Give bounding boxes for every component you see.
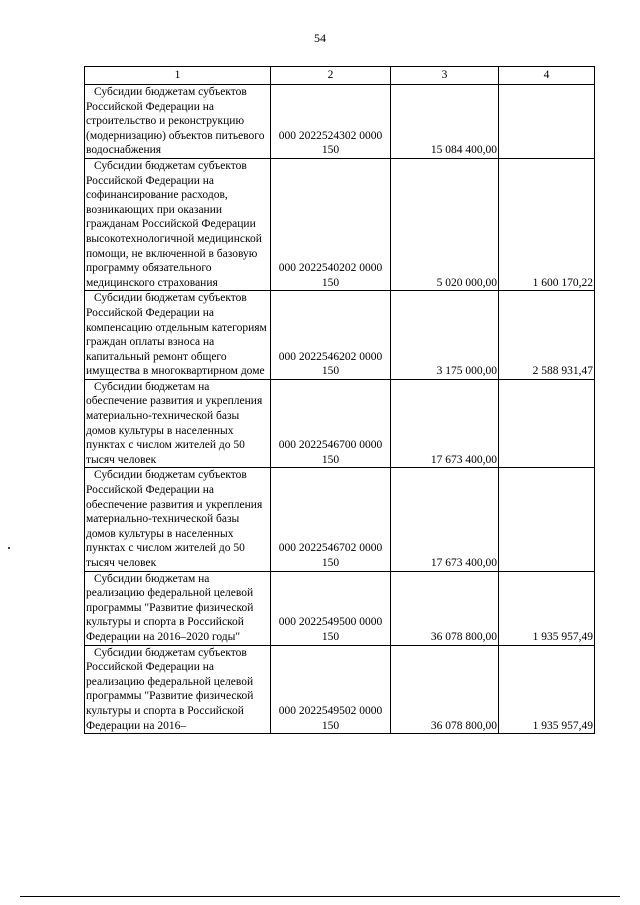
row-fact-amount: 1 600 170,22 <box>499 158 595 290</box>
row-plan-amount: 36 078 800,00 <box>391 571 499 645</box>
row-name: Субсидии бюджетам субъектов Российской Федерации на компенсацию отдельным категориям граждан оплаты взноса на капитальный ремонт общего имущества в многоквартирном доме <box>86 292 267 378</box>
row-code: 000 2022540202 0000 150 <box>271 158 391 290</box>
row-name-cell <box>85 291 271 380</box>
row-name-cell <box>85 85 271 159</box>
row-name-cell <box>85 158 271 290</box>
page-number: 54 <box>314 31 326 45</box>
table-row <box>85 85 595 159</box>
row-name: Субсидии бюджетам субъектов Российской Федерации на обеспечение развития и укрепления материально-технической базы домов культуры в населенных пунктах с числом жителей до 50 тысяч человек <box>86 469 263 569</box>
row-name-cell <box>85 379 271 468</box>
row-code: 000 2022546702 0000 150 <box>271 468 391 571</box>
row-plan-amount: 17 673 400,00 <box>391 468 499 571</box>
table-row <box>85 291 595 380</box>
row-plan-amount: 15 084 400,00 <box>391 85 499 159</box>
row-name: Субсидии бюджетам субъектов Российской Федерации на строительство и реконструкцию (модернизацию) объектов питьевого водоснабжения <box>86 86 265 157</box>
scan-speck <box>8 547 10 549</box>
row-name: Субсидии бюджетам субъектов Российской Федерации на софинансирование расходов, возникающих при оказании гражданам Российской Федерации высокотехнологичной медицинской помощи, не включенной в базовую программу обязательного медицинского страхования <box>86 159 262 289</box>
table-row <box>85 645 595 734</box>
row-code: 000 2022549500 0000 150 <box>271 571 391 645</box>
row-code: 000 2022549502 0000 150 <box>271 645 391 734</box>
row-fact-amount <box>499 468 595 571</box>
row-fact-amount <box>499 379 595 468</box>
table-row <box>85 571 595 645</box>
row-plan-amount: 3 175 000,00 <box>391 291 499 380</box>
table-row <box>85 468 595 571</box>
row-fact-amount <box>499 85 595 159</box>
budget-table <box>84 66 595 734</box>
row-name-cell <box>85 645 271 734</box>
column-header-1: 1 <box>85 67 271 85</box>
page-bottom-rule <box>20 896 620 897</box>
row-fact-amount: 1 935 957,49 <box>499 571 595 645</box>
table-row <box>85 379 595 468</box>
row-plan-amount: 5 020 000,00 <box>391 158 499 290</box>
row-code: 000 2022546700 0000 150 <box>271 379 391 468</box>
row-name-cell <box>85 571 271 645</box>
row-code: 000 2022524302 0000 150 <box>271 85 391 159</box>
row-name: Субсидии бюджетам на реализацию федеральной целевой программы "Развитие физической культуры и спорта в Российской Федерации на 2016–2020 годы" <box>86 572 254 643</box>
row-fact-amount: 1 935 957,49 <box>499 645 595 734</box>
row-plan-amount: 17 673 400,00 <box>391 379 499 468</box>
row-name: Субсидии бюджетам субъектов Российской Федерации на реализацию федеральной целевой программы "Развитие физической культуры и спорта в Российской Федерации на 2016– <box>86 646 254 732</box>
column-header-4: 4 <box>499 67 595 85</box>
row-fact-amount: 2 588 931,47 <box>499 291 595 380</box>
table-row <box>85 158 595 290</box>
row-name-cell <box>85 468 271 571</box>
row-code: 000 2022546202 0000 150 <box>271 291 391 380</box>
column-header-3: 3 <box>391 67 499 85</box>
row-name: Субсидии бюджетам на обеспечение развития и укрепления материально-технической базы домов культуры в населенных пунктах с числом жителей до 50 тысяч человек <box>86 380 263 466</box>
column-header-2: 2 <box>271 67 391 85</box>
table-header-row <box>85 67 595 85</box>
row-plan-amount: 36 078 800,00 <box>391 645 499 734</box>
